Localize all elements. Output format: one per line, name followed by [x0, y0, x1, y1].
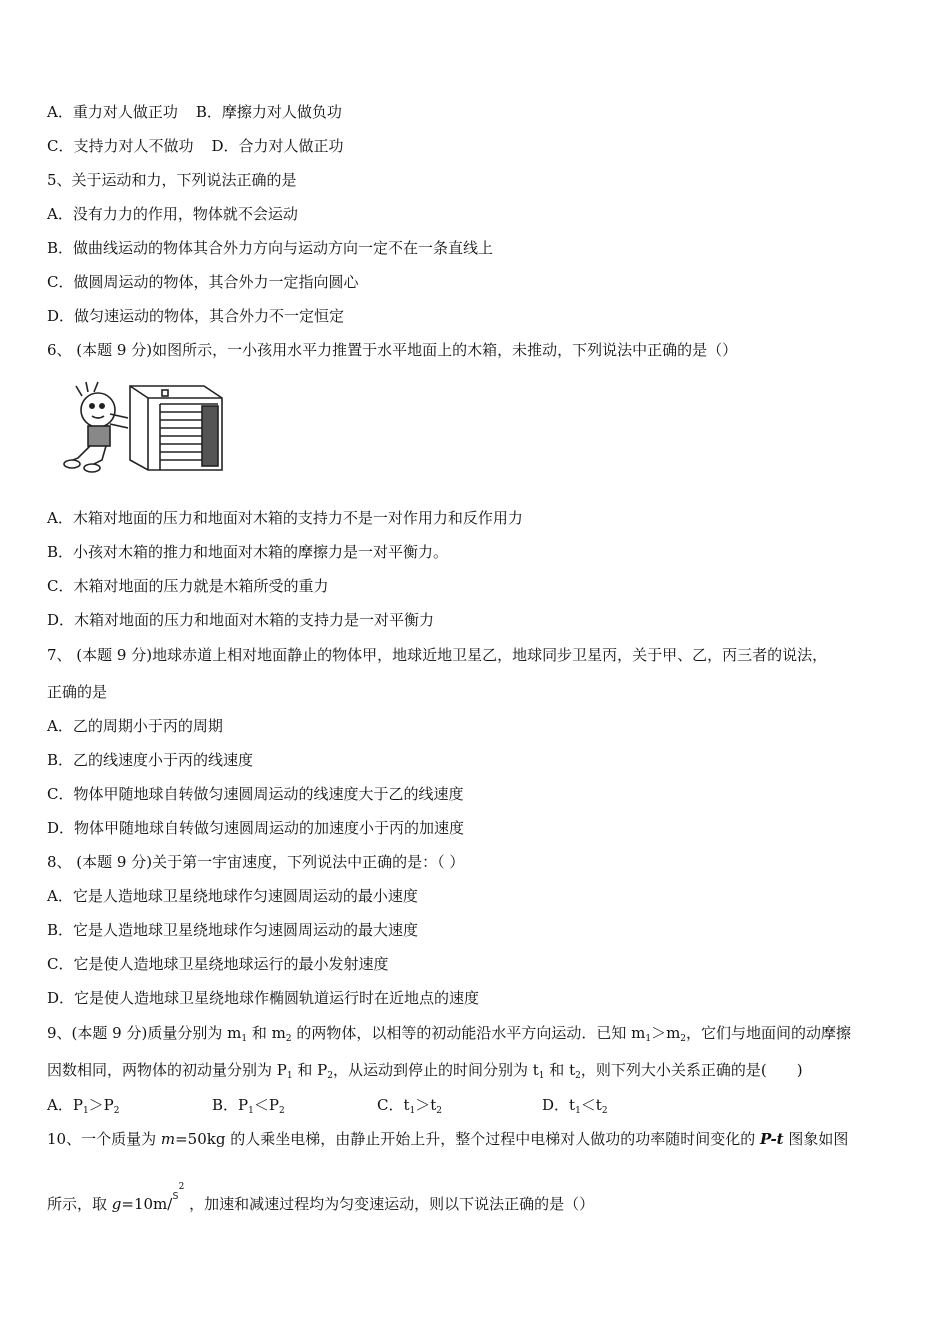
- wooden-box: [130, 386, 222, 470]
- q4-option-row-1: [47, 102, 342, 122]
- q9-option-d: D．$t_1<t_2$: [542, 1096, 608, 1116]
- q4-option-b: B．摩擦力对人做负功: [195, 103, 342, 121]
- q8-option-c: C．它是使人造地球卫星绕地球运行的最小发射速度: [47, 955, 389, 973]
- q6-stem: 6、 (本题 9 分)如图所示，一小孩用水平力推置于水平地面上的木箱，未推动，下列说法中正确的是（）: [47, 341, 738, 359]
- q10-stem-line-1: 10、一个质量为 m=50kg 的人乘坐电梯，由静止开始上升，整个过程中电梯对人做功的功率随时间变化的 P-t 图象如图: [47, 1130, 849, 1148]
- q7-stem-line-1: 7、 (本题 9 分)地球赤道上相对地面静止的物体甲，地球近地卫星乙，地球同步卫星丙，关于甲、乙，丙三者的说法，: [47, 646, 828, 664]
- q9-stem-line-2: 因数相同，两物体的初动量分别为 $P_1$ 和 $P_2$，从运动到停止的时间分别为 $t_1$ 和 $t_2$，则下列大小关系正确的是( ): [47, 1061, 803, 1081]
- child: [64, 382, 128, 472]
- q4-option-c: C．支持力对人不做功: [47, 137, 194, 155]
- q4-option-d: D．合力对人做正功: [211, 137, 344, 155]
- q9-options: [47, 1095, 647, 1115]
- q7-option-a: A．乙的周期小于丙的周期: [47, 717, 223, 735]
- q5-option-d: D．做匀速运动的物体，其合外力不一定恒定: [47, 307, 345, 325]
- q4-option-a: A．重力对人做正功: [47, 103, 178, 121]
- q8-option-b: B．它是人造地球卫星绕地球作匀速圆周运动的最大速度: [47, 921, 419, 939]
- q9-option-b: B．$P_1<P_2$: [212, 1096, 285, 1116]
- q6-option-d: D．木箱对地面的压力和地面对木箱的支持力是一对平衡力: [47, 611, 435, 629]
- q5-option-a: A．没有力力的作用，物体就不会运动: [47, 205, 298, 223]
- q7-option-b: B．乙的线速度小于丙的线速度: [47, 751, 254, 769]
- q6-option-b: B．小孩对木箱的推力和地面对木箱的摩擦力是一对平衡力。: [47, 543, 449, 561]
- q7-option-c: C．物体甲随地球自转做匀速圆周运动的线速度大于乙的线速度: [47, 785, 464, 803]
- q6-option-a: A．木箱对地面的压力和地面对木箱的支持力不是一对作用力和反作用力: [47, 509, 523, 527]
- q9-option-c: C．$t_1>t_2$: [377, 1096, 443, 1116]
- q8-stem: 8、 (本题 9 分)关于第一宇宙速度，下列说法中正确的是：（ ）: [47, 853, 465, 871]
- q8-option-a: A．它是人造地球卫星绕地球作匀速圆周运动的最小速度: [47, 887, 418, 905]
- q6-option-c: C．木箱对地面的压力就是木箱所受的重力: [47, 577, 329, 595]
- q4-option-row-2: [47, 136, 344, 156]
- q7-option-d: D．物体甲随地球自转做匀速圆周运动的加速度小于丙的加速度: [47, 819, 465, 837]
- q10-stem-line-2: 所示，取 g=10m/$^{s2}$ ，加速和减速过程均为匀变速运动，则以下说法正确的是（）: [47, 1182, 595, 1213]
- q7-stem-line-2: 正确的是: [47, 683, 108, 701]
- q8-option-d: D．它是使人造地球卫星绕地球作椭圆轨道运行时在近地点的速度: [47, 989, 480, 1007]
- q5-stem: 5、关于运动和力，下列说法正确的是: [47, 171, 297, 189]
- q9-stem-line-1: 9、(本题 9 分)质量分别为 $m_1$ 和 $m_2$ 的两物体，以相等的初动能沿水平方向运动．已知 $m_1>m_2$，它们与地面间的动摩擦: [47, 1024, 852, 1044]
- q5-option-b: B．做曲线运动的物体其合外力方向与运动方向一定不在一条直线上: [47, 239, 494, 257]
- q5-option-c: C．做圆周运动的物体，其合外力一定指向圆心: [47, 273, 359, 291]
- child-pushing-box-figure: [62, 378, 228, 474]
- q9-option-a: A．$P_1>P_2$: [47, 1096, 120, 1116]
- unit-s: s: [172, 1188, 179, 1202]
